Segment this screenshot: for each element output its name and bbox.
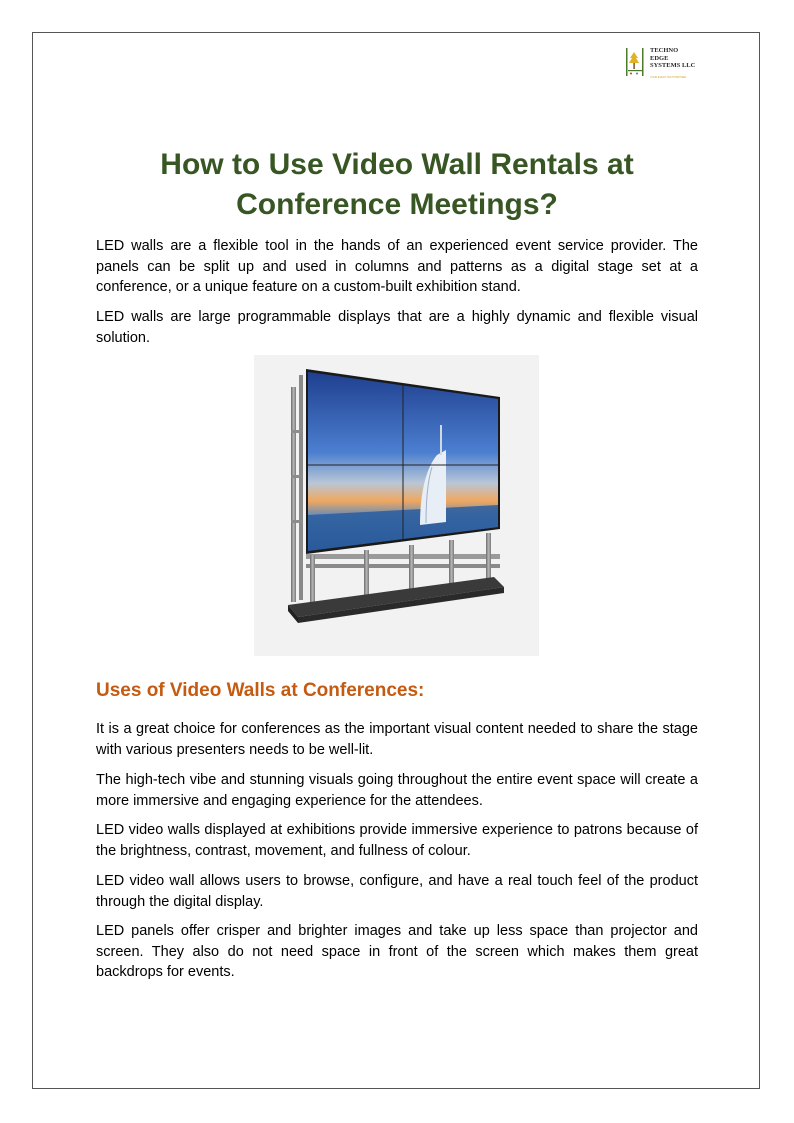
uses-paragraph: LED video walls displayed at exhibitions provide immersive experience to patrons because of the brightness, contrast, movement, and fullness of colour. bbox=[96, 822, 698, 859]
logo-tagline: YOUR EVENT TECH PARTNER bbox=[650, 76, 687, 79]
logo-line: EDGE bbox=[650, 54, 669, 62]
uses-paragraph: The high-tech vibe and stunning visuals going throughout the entire event space will create a more immersive and engaging experience for the attendees. bbox=[96, 772, 698, 809]
video-wall-illustration bbox=[254, 355, 539, 656]
logo-line: TECHNO bbox=[650, 47, 679, 54]
uses-paragraph: It is a great choice for conferences as the important visual content needed to share the stage with various presenters needs to be well-lit. bbox=[96, 721, 698, 758]
uses-paragraph: LED panels offer crisper and brighter images and take up less space than projector and screen. They also do not need space in front of the screen which makes them great backdrops for events. bbox=[96, 923, 698, 980]
logo-line: SYSTEMS LLC bbox=[650, 62, 696, 70]
intro-paragraph: LED walls are large programmable displays that are a highly dynamic and flexible visual solution. bbox=[96, 309, 698, 346]
video-wall-image bbox=[254, 355, 539, 656]
section-heading: Uses of Video Walls at Conferences: bbox=[96, 680, 425, 701]
intro-paragraph: LED walls are a flexible tool in the hands of an experienced event service provider. The panels can be split up and used in columns and patterns as a digital stage set at a conference, or a unique feature on a custom-built exhibition stand. bbox=[96, 238, 698, 295]
page-title: How to Use Video Wall Rentals at Conference Meetings? bbox=[160, 148, 634, 221]
logo-wordmark bbox=[650, 47, 695, 70]
uses-paragraph: LED video wall allows users to browse, configure, and have a real touch feel of the product through the digital display. bbox=[96, 873, 698, 910]
